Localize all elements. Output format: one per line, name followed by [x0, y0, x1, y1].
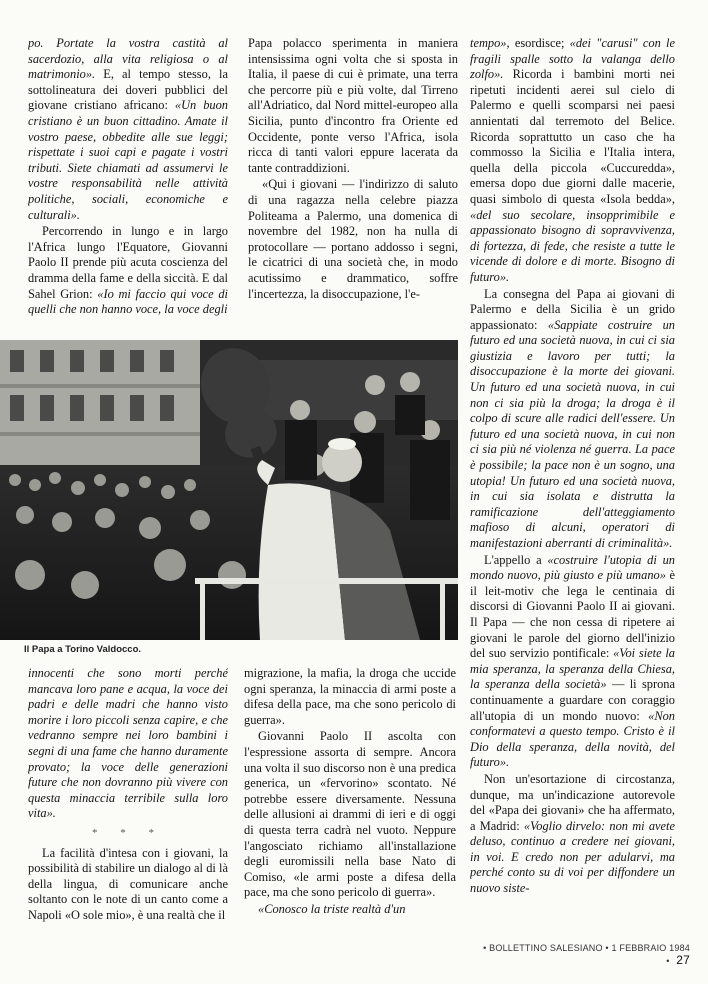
- body-paragraph: L'appello a «costruire l'utopia di un mondo nuovo, più giusto e più umano» è il leit-motiv che lega le centinaia di discorsi di Giovanni Paolo II ai giovani. Il Papa — che non cessa di ripetere ai giovani le parole del giorno dell'inizio del suo servizio pontificale: «Voi siete la mia speranza, la speranza della Chiesa, la speranza della società» — li sprona continuamente a guardare con coraggio all'utopia di un mondo nuovo: «Non conformatevi a questo tempo. Cristo è il Dio della speranza, della novità, del futuro».: [470, 552, 675, 770]
- body-paragraph: Giovanni Paolo II ascolta con l'espressione assorta di sempre. Ancora una volta il suo discorso non è una predica generica, un «fervorino» scontato. Né potrebbe essere diversamente. Nessuna delle allusioni ai drammi di ieri e di oggi di questa terra cadrà nel vuoto. Neppure l'angosciato richiamo all'installazione degli euromissili nella base Nato di Comiso, «le armi poste a difesa della pace, ma che sono pericolo di guerra».: [244, 729, 456, 900]
- body-paragraph: Papa polacco sperimenta in maniera intensissima ogni volta che si sposta in Italia, il paese di cui è primate, una terra che percorre più e più volte, dal Tirreno all'Adriatico, dal Nord mittel-europeo alla Sicilia, punto d'incontro fra Oriente ed Occidente, ponte verso l'Africa, isola ricca di tanti valori eppure lacerata da tante contraddizioni.: [248, 36, 458, 175]
- body-paragraph: «Qui i giovani — l'indirizzo di saluto di una ragazza nella celebre piazza Politeama a Palermo, una domenica di novembre del 1982, non ha nulla di protocollare — portano addosso i segni, le cicatrici di una società che, in modo acutissimo e drammatico, soffre l'incertezza, la disoccupazione, l'e-: [248, 177, 458, 301]
- body-paragraph: innocenti che sono morti perché mancava loro pane e acqua, la voce dei padri e delle madri che hanno visto morire i loro piccoli senza capire, e che vedranno sempre nei loro bambini i segni di una fame che hanno duramente provato; la voce delle generazioni future che non dovranno più vivere con questa minaccia terribile sulla loro vita».: [28, 666, 228, 821]
- column-2-top: [248, 36, 458, 336]
- pope-crowd-photo: [0, 340, 458, 640]
- body-paragraph: Percorrendo in lungo e in largo l'Africa lungo l'Equatore, Giovanni Paolo II prende più acuta coscienza del dramma della fame e della siccità. E dal Sahel Grion: «Io mi faccio qui voce di quelli che non hanno voce, la voce degli: [28, 224, 228, 317]
- column-2-bottom: [244, 666, 456, 946]
- body-paragraph: tempo», esordisce; «dei "carusi" con le fragili spalle sotto la valanga dello zolfo». Ricorda i bambini morti nei ripetuti incidenti aerei sul cielo di Palermo e quelli scomparsi nei paesi annientati dal terremoto del Belice. Ricorda soprattutto un caso che ha commosso la Sicilia e l'Italia intera, quella della piccola «Cuccuredda», emersa dopo due giorni dalle macerie, quasi simbolo di questa «Isola bedda», «del suo secolare, insopprimibile e appassionato bisogno di sopravvivenza, di fortezza, di fede, che resiste a tutte le vicende di dolore e di morte. Bisogno di futuro».: [470, 36, 675, 284]
- column-1-bottom: [28, 666, 228, 946]
- page-number: 27: [676, 953, 690, 967]
- body-paragraph: «Conosco la triste realtà d'un: [258, 901, 406, 916]
- body-paragraph: Non un'esortazione di circostanza, dunque, ma un'indicazione autorevole del «Papa dei giovani» che ha affermato, a Madrid: «Voglio dirvelo: non mi avete deluso, continuo a credere nei giovani, in voi. E credo non per adularvi, ma perché conto su di voi per diffondere un nuovo siste-: [470, 771, 675, 896]
- body-paragraph: migrazione, la mafia, la droga che uccide ogni speranza, la minaccia di armi poste a difesa della pace, ma che sono pericolo di guerra».: [244, 666, 456, 727]
- page-footer: [480, 943, 690, 967]
- section-break: * * *: [92, 826, 164, 839]
- body-paragraph: po. Portate la vostra castità al sacerdozio, alla vita religiosa o al matrimonio». E, al tempo stesso, la sottolineatura dei doveri pubblici del giovane cristiano africano: «Un buon cristiano è un buon cittadino. Amate il vostro paese, obbedite alle sue leggi; rispettate i suoi capi e pagate i vostri tributi. Siete chiamati ad assumervi le vostre responsabilità nelle attività politiche, sociali, economiche e culturali».: [28, 36, 228, 222]
- column-3: [470, 36, 675, 944]
- photo-caption: Il Papa a Torino Valdocco.: [24, 644, 142, 655]
- footer-publication: • BOLLETTINO SALESIANO • 1 FEBBRAIO 1984 •: [483, 943, 690, 966]
- body-paragraph: La facilità d'intesa con i giovani, la possibilità di stabilire un dialogo al di là della lingua, di comunicare anche soltanto con le note di un canto come a Napoli «O sole mio», è una realtà che il: [28, 845, 228, 922]
- column-1-top: [28, 36, 228, 336]
- body-paragraph: La consegna del Papa ai giovani di Palermo e della Sicilia è un grido appassionato: «Sappiate costruire un futuro ed una società nuova, in cui ci sia giustizia e lavoro per tutti; la disoccupazione è la morte dei giovani. Un futuro ed una società nuova, in cui non ci sia più la droga; la droga è il colpo di scure alle radici dell'essere. Un futuro ed una società nuova, in cui non ci sia più né violenza né guerra. La pace è possibile; la pace non è un sogno, una utopia! Un futuro ed una società nuova, in cui sia isolata e distrutta la ramificazione dell'atteggiamento mafioso di alcuni, operatori di manifestazioni aberranti di criminalità».: [470, 286, 675, 550]
